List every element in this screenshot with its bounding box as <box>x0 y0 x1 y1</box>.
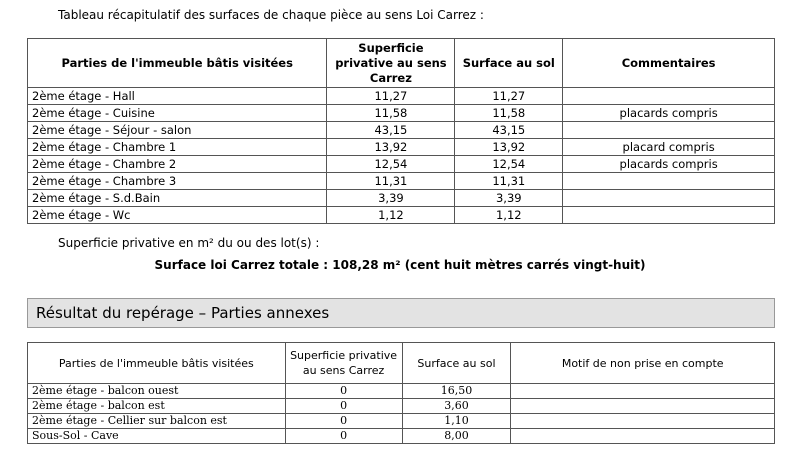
table-row <box>28 414 775 429</box>
cell-surface-sol: 11,27 <box>455 88 563 105</box>
cell-surface-sol: 3,39 <box>455 190 563 207</box>
header-superficie-carrez: Superficie privative au sens Carrez <box>327 39 455 88</box>
cell-surface-sol: 3,60 <box>402 399 511 414</box>
superficie-label: Superficie privative en m² du ou des lot(s) : <box>58 236 320 250</box>
cell-surface-sol: 16,50 <box>402 384 511 399</box>
cell-superficie-carrez: 43,15 <box>327 122 455 139</box>
cell-motif <box>511 399 775 414</box>
cell-commentaire <box>563 207 775 224</box>
cell-partie: 2ème étage - Chambre 1 <box>28 139 327 156</box>
header-commentaires: Commentaires <box>563 39 775 88</box>
cell-motif <box>511 414 775 429</box>
header-surface-sol: Surface au sol <box>402 343 511 384</box>
cell-commentaire <box>563 88 775 105</box>
table-row <box>28 190 775 207</box>
annexes-table-header <box>28 343 775 384</box>
carrez-table-header <box>28 39 775 88</box>
total-carrez: Surface loi Carrez totale : 108,28 m² (cent huit mètres carrés vingt-huit) <box>154 258 646 272</box>
carrez-table <box>27 38 775 224</box>
table-row <box>28 384 775 399</box>
cell-partie: 2ème étage - Chambre 2 <box>28 156 327 173</box>
cell-commentaire <box>563 190 775 207</box>
cell-superficie-carrez: 12,54 <box>327 156 455 173</box>
cell-partie: 2ème étage - Séjour - salon <box>28 122 327 139</box>
header-parties: Parties de l'immeuble bâtis visitées <box>28 343 286 384</box>
cell-surface-sol: 1,10 <box>402 414 511 429</box>
table-row <box>28 105 775 122</box>
header-superficie-carrez: Superficie privative au sens Carrez <box>285 343 402 384</box>
cell-superficie-carrez: 11,27 <box>327 88 455 105</box>
table-row <box>28 122 775 139</box>
cell-surface-sol: 11,58 <box>455 105 563 122</box>
table-row <box>28 429 775 444</box>
cell-surface-sol: 11,31 <box>455 173 563 190</box>
section-title: Résultat du repérage – Parties annexes <box>36 304 330 322</box>
intro-text: Tableau récapitulatif des surfaces de chaque pièce au sens Loi Carrez : <box>58 8 484 22</box>
cell-superficie-carrez: 0 <box>285 414 402 429</box>
cell-superficie-carrez: 13,92 <box>327 139 455 156</box>
cell-superficie-carrez: 1,12 <box>327 207 455 224</box>
header-parties: Parties de l'immeuble bâtis visitées <box>28 39 327 88</box>
cell-partie: Sous-Sol - Cave <box>28 429 286 444</box>
cell-superficie-carrez: 11,58 <box>327 105 455 122</box>
table-row <box>28 173 775 190</box>
cell-partie: 2ème étage - Wc <box>28 207 327 224</box>
cell-superficie-carrez: 11,31 <box>327 173 455 190</box>
cell-partie: 2ème étage - balcon ouest <box>28 384 286 399</box>
header-surface-sol: Surface au sol <box>455 39 563 88</box>
cell-partie: 2ème étage - balcon est <box>28 399 286 414</box>
cell-superficie-carrez: 3,39 <box>327 190 455 207</box>
cell-superficie-carrez: 0 <box>285 429 402 444</box>
cell-surface-sol: 43,15 <box>455 122 563 139</box>
cell-commentaire: placard compris <box>563 139 775 156</box>
annexes-table <box>27 342 775 444</box>
cell-motif <box>511 384 775 399</box>
table-row <box>28 139 775 156</box>
cell-surface-sol: 8,00 <box>402 429 511 444</box>
cell-partie: 2ème étage - Chambre 3 <box>28 173 327 190</box>
cell-surface-sol: 13,92 <box>455 139 563 156</box>
header-motif: Motif de non prise en compte <box>511 343 775 384</box>
cell-superficie-carrez: 0 <box>285 399 402 414</box>
cell-partie: 2ème étage - S.d.Bain <box>28 190 327 207</box>
cell-commentaire <box>563 173 775 190</box>
cell-motif <box>511 429 775 444</box>
cell-partie: 2ème étage - Cellier sur balcon est <box>28 414 286 429</box>
cell-commentaire: placards compris <box>563 156 775 173</box>
cell-partie: 2ème étage - Hall <box>28 88 327 105</box>
table-row <box>28 88 775 105</box>
section-header <box>27 298 775 328</box>
table-row <box>28 207 775 224</box>
cell-commentaire <box>563 122 775 139</box>
cell-surface-sol: 12,54 <box>455 156 563 173</box>
cell-commentaire: placards compris <box>563 105 775 122</box>
cell-surface-sol: 1,12 <box>455 207 563 224</box>
cell-superficie-carrez: 0 <box>285 384 402 399</box>
table-row <box>28 156 775 173</box>
table-row <box>28 399 775 414</box>
cell-partie: 2ème étage - Cuisine <box>28 105 327 122</box>
